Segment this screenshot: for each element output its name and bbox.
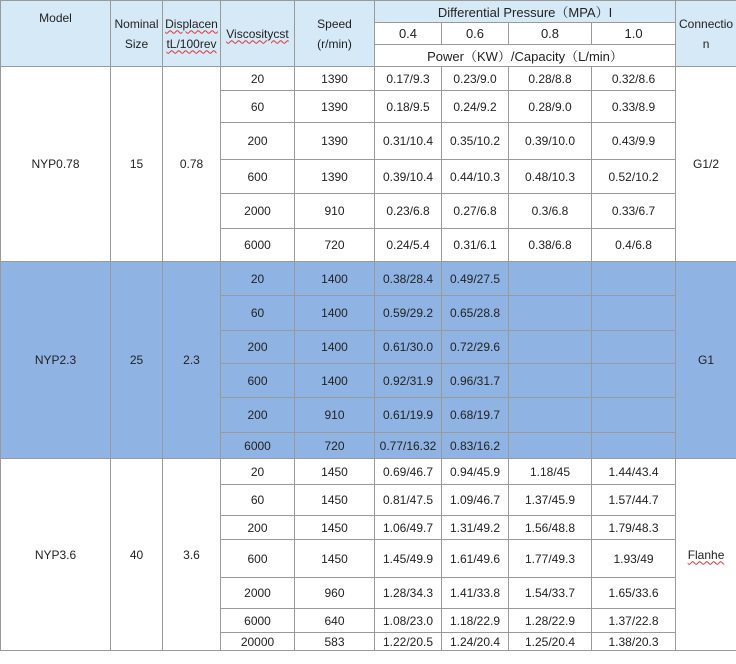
speed-cell: 720: [295, 433, 375, 459]
speed-cell: 960: [295, 578, 375, 609]
speed-cell: 1400: [295, 331, 375, 364]
power-capacity-cell: 1.28/34.3: [375, 578, 442, 609]
power-capacity-cell: 0.83/16.2: [442, 433, 509, 459]
model-cell: NYP2.3: [1, 262, 111, 459]
viscosity-cell: 20: [221, 459, 295, 485]
connection-text: G1/2: [693, 157, 720, 171]
header-displacement-line2: tL/100rev: [166, 36, 217, 51]
speed-cell: 910: [295, 398, 375, 433]
power-capacity-cell: [592, 433, 676, 459]
header-viscosity-text: Viscositycst: [226, 26, 289, 41]
pressure-0-4: 0.4: [375, 23, 442, 45]
power-capacity-cell: 1.41/33.8: [442, 578, 509, 609]
power-capacity-cell: 0.27/6.8: [442, 194, 509, 229]
power-capacity-cell: 1.06/49.7: [375, 516, 442, 540]
power-capacity-cell: [592, 262, 676, 296]
speed-cell: 1400: [295, 296, 375, 331]
speed-cell: 1450: [295, 516, 375, 540]
header-connection: [676, 1, 736, 67]
viscosity-cell: 200: [221, 516, 295, 540]
power-capacity-cell: [592, 296, 676, 331]
power-capacity-cell: 1.37/45.9: [509, 485, 592, 516]
header-connection-line2: n: [702, 36, 710, 51]
power-capacity-cell: 1.38/20.3: [592, 633, 676, 651]
header-nominal-size: [111, 1, 163, 67]
power-capacity-cell: [509, 296, 592, 331]
nominal-size-cell: 25: [111, 262, 163, 459]
power-capacity-cell: 1.22/20.5: [375, 633, 442, 651]
viscosity-cell: 20: [221, 67, 295, 91]
power-capacity-cell: 1.57/44.7: [592, 485, 676, 516]
speed-cell: 1450: [295, 459, 375, 485]
power-capacity-cell: 1.28/22.9: [509, 609, 592, 633]
viscosity-cell: 200: [221, 123, 295, 160]
pressure-1-0: 1.0: [592, 23, 676, 45]
viscosity-cell: 60: [221, 296, 295, 331]
speed-cell: 1400: [295, 262, 375, 296]
viscosity-cell: 20: [221, 262, 295, 296]
header-displacement-line1: Displacen: [165, 16, 218, 31]
power-capacity-cell: [592, 331, 676, 364]
power-capacity-cell: 0.96/31.7: [442, 364, 509, 398]
connection-cell: [676, 459, 736, 651]
speed-cell: 1450: [295, 540, 375, 578]
power-capacity-cell: 1.24/20.4: [442, 633, 509, 651]
viscosity-cell: 20000: [221, 633, 295, 651]
speed-cell: 1400: [295, 364, 375, 398]
power-capacity-cell: 0.49/27.5: [442, 262, 509, 296]
nominal-size-cell: 40: [111, 459, 163, 651]
power-capacity-cell: 0.59/29.2: [375, 296, 442, 331]
power-capacity-cell: 0.81/47.5: [375, 485, 442, 516]
power-capacity-cell: 1.25/20.4: [509, 633, 592, 651]
viscosity-cell: 60: [221, 91, 295, 123]
table-row: [1, 67, 736, 91]
power-capacity-cell: 0.33/6.7: [592, 194, 676, 229]
speed-cell: 720: [295, 229, 375, 262]
power-capacity-cell: 0.44/10.3: [442, 160, 509, 194]
power-capacity-cell: [509, 433, 592, 459]
power-capacity-cell: 0.77/16.32: [375, 433, 442, 459]
connection-text: Flanhe: [687, 547, 725, 562]
header-differential-pressure: Differential Pressure（MPA）I: [375, 1, 676, 23]
power-capacity-cell: 0.72/29.6: [442, 331, 509, 364]
displacement-cell: 2.3: [163, 262, 221, 459]
power-capacity-cell: 0.68/19.7: [442, 398, 509, 433]
power-capacity-cell: 0.38/6.8: [509, 229, 592, 262]
power-capacity-cell: [509, 364, 592, 398]
power-capacity-cell: 0.38/28.4: [375, 262, 442, 296]
speed-cell: 1450: [295, 485, 375, 516]
power-capacity-cell: 0.28/9.0: [509, 91, 592, 123]
header-model: Model: [1, 1, 111, 67]
power-capacity-cell: 1.31/49.2: [442, 516, 509, 540]
power-capacity-cell: 1.54/33.7: [509, 578, 592, 609]
power-capacity-cell: 0.33/8.9: [592, 91, 676, 123]
power-capacity-cell: 0.61/30.0: [375, 331, 442, 364]
power-capacity-cell: 0.52/10.2: [592, 160, 676, 194]
power-capacity-cell: [509, 398, 592, 433]
power-capacity-cell: [592, 364, 676, 398]
header-viscosity: [221, 1, 295, 67]
pressure-0-8: 0.8: [509, 23, 592, 45]
power-capacity-cell: 0.17/9.3: [375, 67, 442, 91]
viscosity-cell: 60: [221, 485, 295, 516]
viscosity-cell: 6000: [221, 229, 295, 262]
power-capacity-cell: 0.65/28.8: [442, 296, 509, 331]
speed-cell: 1390: [295, 67, 375, 91]
power-capacity-cell: [592, 398, 676, 433]
power-capacity-cell: 0.31/10.4: [375, 123, 442, 160]
power-capacity-cell: 0.61/19.9: [375, 398, 442, 433]
speed-cell: 583: [295, 633, 375, 651]
viscosity-cell: 600: [221, 364, 295, 398]
viscosity-cell: 200: [221, 331, 295, 364]
power-capacity-cell: 0.48/10.3: [509, 160, 592, 194]
power-capacity-cell: 1.61/49.6: [442, 540, 509, 578]
power-capacity-cell: 0.18/9.5: [375, 91, 442, 123]
power-capacity-cell: 1.77/49.3: [509, 540, 592, 578]
connection-cell: [676, 262, 736, 459]
displacement-cell: 3.6: [163, 459, 221, 651]
power-capacity-cell: 1.56/48.8: [509, 516, 592, 540]
power-capacity-cell: 0.3/6.8: [509, 194, 592, 229]
speed-cell: 640: [295, 609, 375, 633]
power-capacity-cell: 0.24/5.4: [375, 229, 442, 262]
header-displacement: [163, 1, 221, 67]
model-cell: NYP3.6: [1, 459, 111, 651]
model-cell: NYP0.78: [1, 67, 111, 262]
power-capacity-cell: 1.65/33.6: [592, 578, 676, 609]
power-capacity-cell: 1.37/22.8: [592, 609, 676, 633]
speed-cell: 1390: [295, 123, 375, 160]
header-connection-line1: Connectio: [679, 16, 734, 31]
pressure-0-6: 0.6: [442, 23, 509, 45]
displacement-cell: 0.78: [163, 67, 221, 262]
power-capacity-cell: 0.32/8.6: [592, 67, 676, 91]
power-capacity-cell: 0.24/9.2: [442, 91, 509, 123]
power-capacity-cell: 0.31/6.1: [442, 229, 509, 262]
viscosity-cell: 600: [221, 540, 295, 578]
power-capacity-cell: [509, 331, 592, 364]
power-capacity-cell: 1.79/48.3: [592, 516, 676, 540]
power-capacity-cell: 1.93/49: [592, 540, 676, 578]
viscosity-cell: 2000: [221, 578, 295, 609]
power-capacity-cell: 1.08/23.0: [375, 609, 442, 633]
viscosity-cell: 6000: [221, 609, 295, 633]
viscosity-cell: 600: [221, 160, 295, 194]
header-speed-line2: (r/min): [317, 36, 352, 51]
table-row: [1, 262, 736, 296]
header-nominal-size-text: Nominal Size: [114, 16, 159, 51]
unit-row: Power（KW）/Capacity（L/min）: [375, 45, 676, 67]
power-capacity-cell: 0.43/9.9: [592, 123, 676, 160]
viscosity-cell: 6000: [221, 433, 295, 459]
nominal-size-cell: 15: [111, 67, 163, 262]
power-capacity-cell: 0.92/31.9: [375, 364, 442, 398]
power-capacity-cell: 0.23/9.0: [442, 67, 509, 91]
power-capacity-cell: [509, 262, 592, 296]
power-capacity-cell: 0.39/10.4: [375, 160, 442, 194]
power-capacity-cell: 0.69/46.7: [375, 459, 442, 485]
speed-cell: 1390: [295, 160, 375, 194]
power-capacity-cell: 0.35/10.2: [442, 123, 509, 160]
power-capacity-cell: 1.18/45: [509, 459, 592, 485]
header-speed-line1: Speed: [317, 16, 352, 31]
viscosity-cell: 2000: [221, 194, 295, 229]
connection-cell: [676, 67, 736, 262]
power-capacity-cell: 0.4/6.8: [592, 229, 676, 262]
power-capacity-cell: 0.94/45.9: [442, 459, 509, 485]
power-capacity-cell: 0.28/8.8: [509, 67, 592, 91]
power-capacity-cell: 0.23/6.8: [375, 194, 442, 229]
power-capacity-cell: 1.09/46.7: [442, 485, 509, 516]
header-speed: [295, 1, 375, 67]
table-row: [1, 459, 736, 485]
power-capacity-cell: 1.18/22.9: [442, 609, 509, 633]
power-capacity-cell: 1.45/49.9: [375, 540, 442, 578]
speed-cell: 1390: [295, 91, 375, 123]
speed-cell: 910: [295, 194, 375, 229]
power-capacity-cell: 0.39/10.0: [509, 123, 592, 160]
power-capacity-cell: 1.44/43.4: [592, 459, 676, 485]
connection-text: G1: [698, 353, 715, 367]
viscosity-cell: 200: [221, 398, 295, 433]
